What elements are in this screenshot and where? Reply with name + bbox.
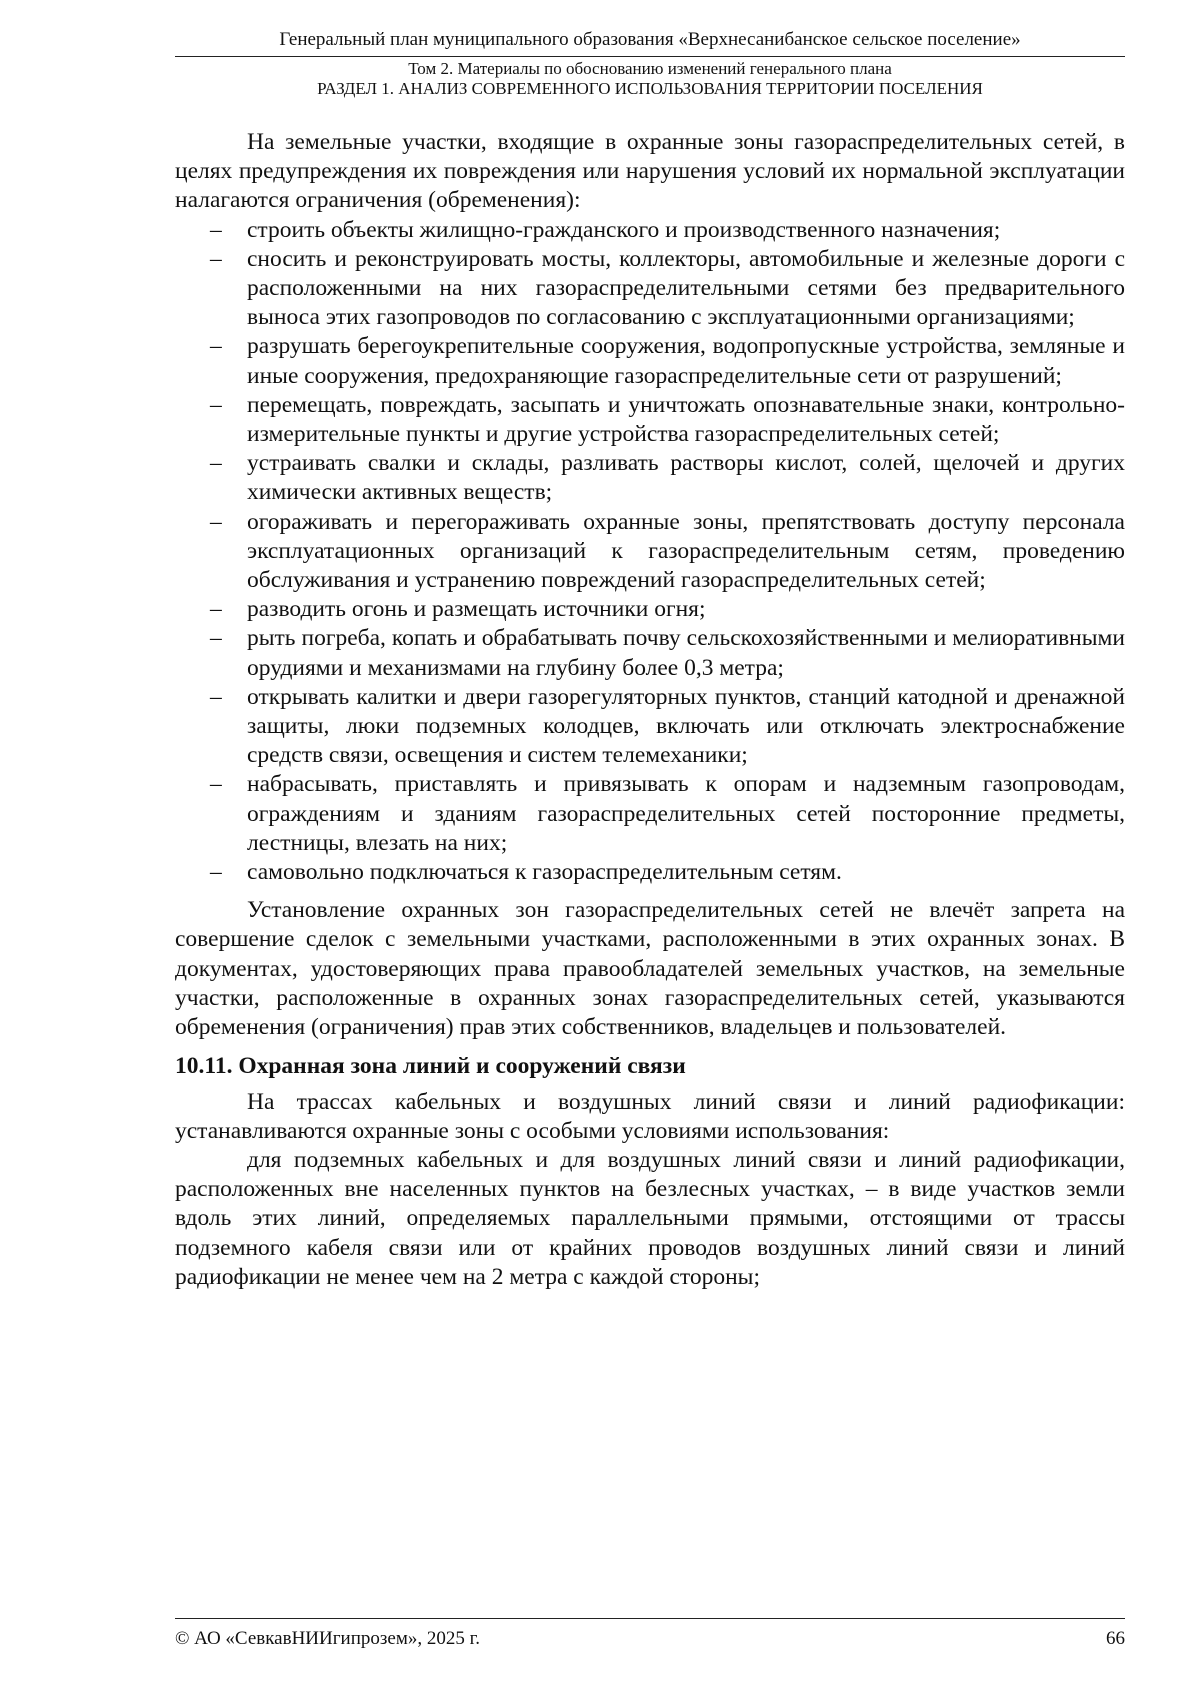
dash-bullet: –: [210, 216, 222, 243]
list-item: – открывать калитки и двери газорегуляторных пунктов, станций катодной и дренажной защиты, люки подземных колодцев, включать или отключать электроснабжение средств связи, освещения и систем телемеханики;: [210, 683, 1125, 769]
page-header: [175, 28, 1125, 99]
header-document-title: Генеральный план муниципального образования «Верхнесанибанское сельское поселение»: [175, 28, 1125, 57]
footer-copyright: © АО «СевкавНИИгипрозем», 2025 г.: [175, 1628, 480, 1649]
dash-bullet: –: [210, 508, 222, 535]
page-number: 66: [1106, 1628, 1125, 1649]
list-item: – разводить огонь и размещать источники огня;: [175, 595, 1125, 624]
section-heading: 10.11. Охранная зона линий и сооружений связи: [175, 1053, 686, 1080]
dash-bullet: –: [210, 391, 222, 418]
list-item: – сносить и реконструировать мосты, коллекторы, автомобильные и железные дороги с расположенными на них газораспределительными сетями без предварительного выноса этих газопроводов по согласованию с эксплуатационными организациями;: [210, 245, 1125, 331]
dash-bullet: –: [210, 859, 222, 886]
encumbrance-paragraph: Установление охранных зон газораспределительных сетей не влечёт запрета на совершение сделок с земельными участками, расположенными в этих охранных зонах. В документах, удостоверяющих права правообладателей земельных участков, на земельные участки, расположенные в охранных зонах газораспределительных сетей, указываются обременения (ограничения) прав этих собственников, владельцев и пользователей.: [175, 897, 1125, 1041]
page-footer: [175, 1618, 1125, 1649]
dash-bullet: –: [210, 771, 222, 798]
list-item: – огораживать и перегораживать охранные зоны, препятствовать доступу персонала эксплуатационных организаций к газораспределительным сетям, проведению обслуживания и устранению повреждений газораспределительных сетей;: [210, 508, 1125, 594]
header-section-title: РАЗДЕЛ 1. АНАЛИЗ СОВРЕМЕННОГО ИСПОЛЬЗОВАНИЯ ТЕРРИТОРИИ ПОСЕЛЕНИЯ: [317, 79, 983, 98]
underground-cable-paragraph: для подземных кабельных и для воздушных линий связи и линий радиофикации, расположенных вне населенных пунктов на безлесных участках, – в виде участков земли вдоль этих линий, определяемых параллельными прямыми, отстоящими от трассы подземного кабеля связи или от крайних проводов воздушных линий связи и линий радиофикации не менее чем на 2 метра с каждой стороны;: [175, 1146, 1125, 1290]
list-item: – строить объекты жилищно-гражданского и производственного назначения;: [175, 216, 1125, 245]
list-item: – рыть погреба, копать и обрабатывать почву сельскохозяйственными и мелиоративными орудиями и механизмами на глубину более 0,3 метра;: [210, 625, 1125, 681]
dash-bullet: –: [210, 683, 222, 710]
list-item: – разрушать берегоукрепительные сооружения, водопропускные устройства, земляные и иные сооружения, предохраняющие газораспределительные сети от разрушений;: [210, 333, 1125, 389]
list-item: – набрасывать, приставлять и привязывать к опорам и надземным газопроводам, ограждениям и зданиям газораспределительных сетей посторонние предметы, лестницы, влезать на них;: [210, 771, 1125, 856]
dash-bullet: –: [210, 245, 222, 272]
header-volume-title: Том 2. Материалы по обоснованию изменений генерального плана: [408, 59, 892, 78]
restrictions-list: [175, 216, 1125, 888]
dash-bullet: –: [210, 625, 222, 652]
list-item: – перемещать, повреждать, засыпать и уничтожать опознавательные знаки, контрольно-измерительные пункты и другие устройства газораспределительных сетей;: [210, 391, 1125, 448]
communication-lines-paragraph: На трассах кабельных и воздушных линий связи и линий радиофикации: устанавливаются охранные зоны с особыми условиями использования:: [175, 1088, 1125, 1144]
dash-bullet: –: [210, 333, 222, 360]
page-body: [175, 128, 1125, 1292]
list-item: – устраивать свалки и склады, разливать растворы кислот, солей, щелочей и других химически активных веществ;: [210, 450, 1125, 506]
dash-bullet: –: [210, 450, 222, 477]
list-item: – самовольно подключаться к газораспределительным сетям.: [175, 858, 1125, 887]
intro-paragraph: На земельные участки, входящие в охранные зоны газораспределительных сетей, в целях предупреждения их повреждения или нарушения условий их нормальной эксплуатации налагаются ограничения (обременения):: [175, 129, 1125, 214]
dash-bullet: –: [210, 596, 222, 623]
